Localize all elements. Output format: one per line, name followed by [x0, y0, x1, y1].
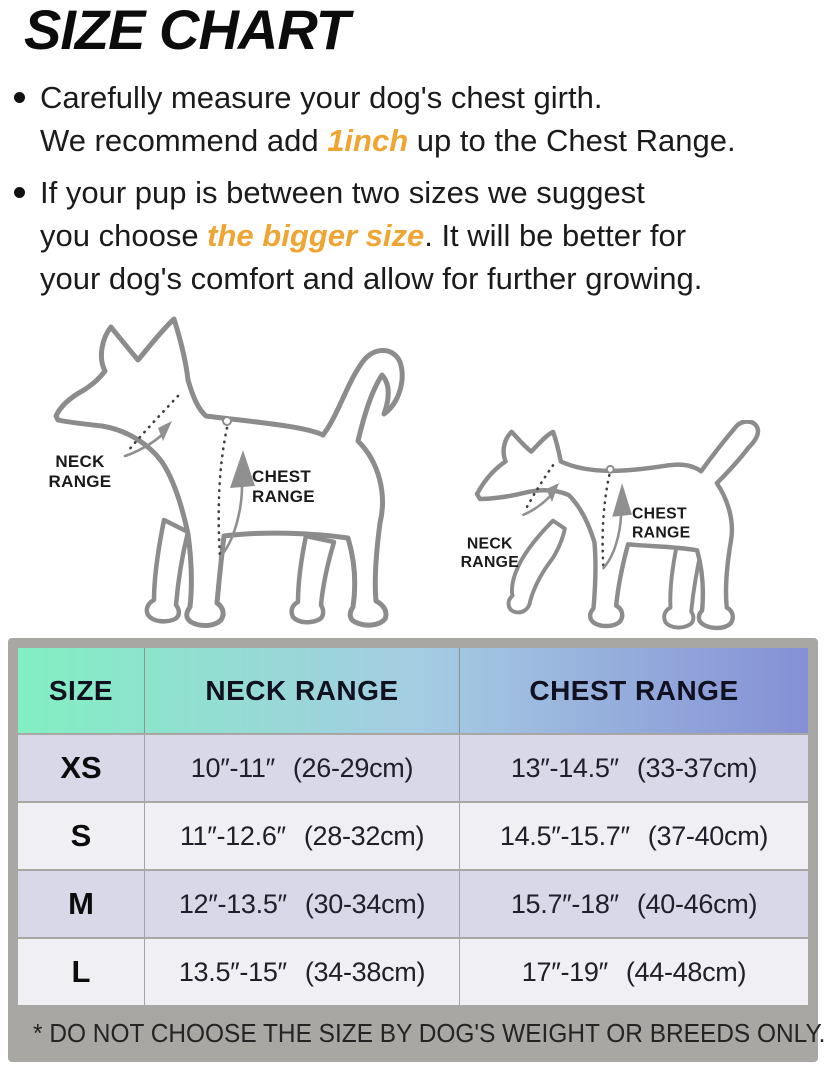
- chest-inches: 13″-14.5″: [510, 752, 619, 783]
- dog-chest-label-line1: CHEST: [252, 467, 312, 486]
- chest-cell: [460, 871, 808, 937]
- bullet-dot: [14, 187, 25, 198]
- neck-cell: [145, 803, 460, 869]
- cat-neck-label-line2: RANGE: [460, 554, 520, 572]
- chest-cell: [460, 735, 808, 801]
- text-segment: up to the Chest Range.: [408, 123, 736, 158]
- column-header-neck: NECK RANGE: [145, 648, 460, 733]
- neck-inches: 10″-11″: [190, 752, 275, 783]
- dog-far-hind-leg: [292, 536, 334, 622]
- neck-inches: 12″-13.5″: [178, 888, 287, 919]
- dog-chest-tape-ring: [223, 417, 231, 425]
- instruction-measure-text: [40, 76, 820, 162]
- text-segment: If your pup is between two sizes we suggest: [40, 175, 645, 210]
- chest-cm: (33-37cm): [636, 752, 758, 783]
- cat-chest-label-line2: RANGE: [631, 524, 691, 542]
- size-cell: XS: [18, 735, 145, 801]
- chest-cm: (44-48cm): [625, 956, 747, 987]
- page-title: SIZE CHART: [24, 0, 349, 61]
- dog-far-front-leg: [147, 520, 188, 621]
- chest-inches: 15.7″-18″: [510, 888, 619, 919]
- table-row-xs: [18, 735, 808, 801]
- neck-cm: (34-38cm): [304, 956, 426, 987]
- neck-cell: [145, 735, 460, 801]
- dog-illustration: [12, 310, 436, 648]
- dog-neck-label-line2: RANGE: [48, 472, 112, 491]
- cat-neck-label-line1: NECK: [466, 535, 513, 553]
- neck-inches: 11″-12.6″: [179, 820, 286, 851]
- size-table-frame: [8, 638, 826, 1062]
- chest-cm: (37-40cm): [647, 820, 769, 851]
- cat-chest-tape-ring: [607, 466, 614, 473]
- text-segment: you choose: [40, 218, 208, 253]
- column-header-size: SIZE: [18, 648, 145, 733]
- chest-cell: [460, 803, 808, 869]
- footnote: * DO NOT CHOOSE THE SIZE BY DOG'S WEIGHT OR BREEDS ONLY.: [33, 1018, 826, 1048]
- table-header-row: [18, 648, 808, 733]
- text-segment: Carefully measure your dog's chest girth.: [40, 80, 603, 115]
- highlight-1inch: 1inch: [327, 123, 409, 158]
- text-segment: . It will be better for: [424, 218, 687, 253]
- column-header-chest: CHEST RANGE: [529, 674, 739, 706]
- dog-chest-label-line2: RANGE: [252, 487, 315, 506]
- size-cell: L: [18, 939, 145, 1005]
- text-segment: your dog's comfort and allow for further growing.: [40, 261, 703, 296]
- text-segment: We recommend add: [40, 123, 328, 158]
- instruction-between-sizes: [10, 171, 820, 300]
- table-row-m: [18, 871, 808, 937]
- bullet-dot: [14, 92, 25, 103]
- instruction-between-sizes-text: [40, 171, 820, 300]
- instructions-list: [10, 76, 820, 309]
- neck-inches: 13.5″-15″: [178, 956, 287, 987]
- table-row-l: [18, 939, 808, 1005]
- neck-cm: (26-29cm): [292, 752, 414, 783]
- instruction-measure: [10, 76, 820, 162]
- cat-illustration: [452, 420, 808, 652]
- size-cell: M: [18, 871, 145, 937]
- neck-cm: (28-32cm): [303, 820, 425, 851]
- cat-chest-label-line1: CHEST: [631, 505, 687, 523]
- chest-cm: (40-46cm): [636, 888, 758, 919]
- table-row-s: [18, 803, 808, 869]
- size-table: [18, 648, 808, 1005]
- chest-inches: 14.5″-15.7″: [499, 820, 630, 851]
- size-cell: S: [18, 803, 145, 869]
- neck-cell: [145, 939, 460, 1005]
- neck-cm: (30-34cm): [304, 888, 426, 919]
- chest-cell: [460, 939, 808, 1005]
- cat-neck-measure-arc: [523, 495, 551, 515]
- neck-cell: [145, 871, 460, 937]
- chest-inches: 17″-19″: [521, 956, 608, 987]
- dog-neck-label-line1: NECK: [55, 452, 105, 471]
- highlight-bigger-size: the bigger size: [207, 218, 425, 253]
